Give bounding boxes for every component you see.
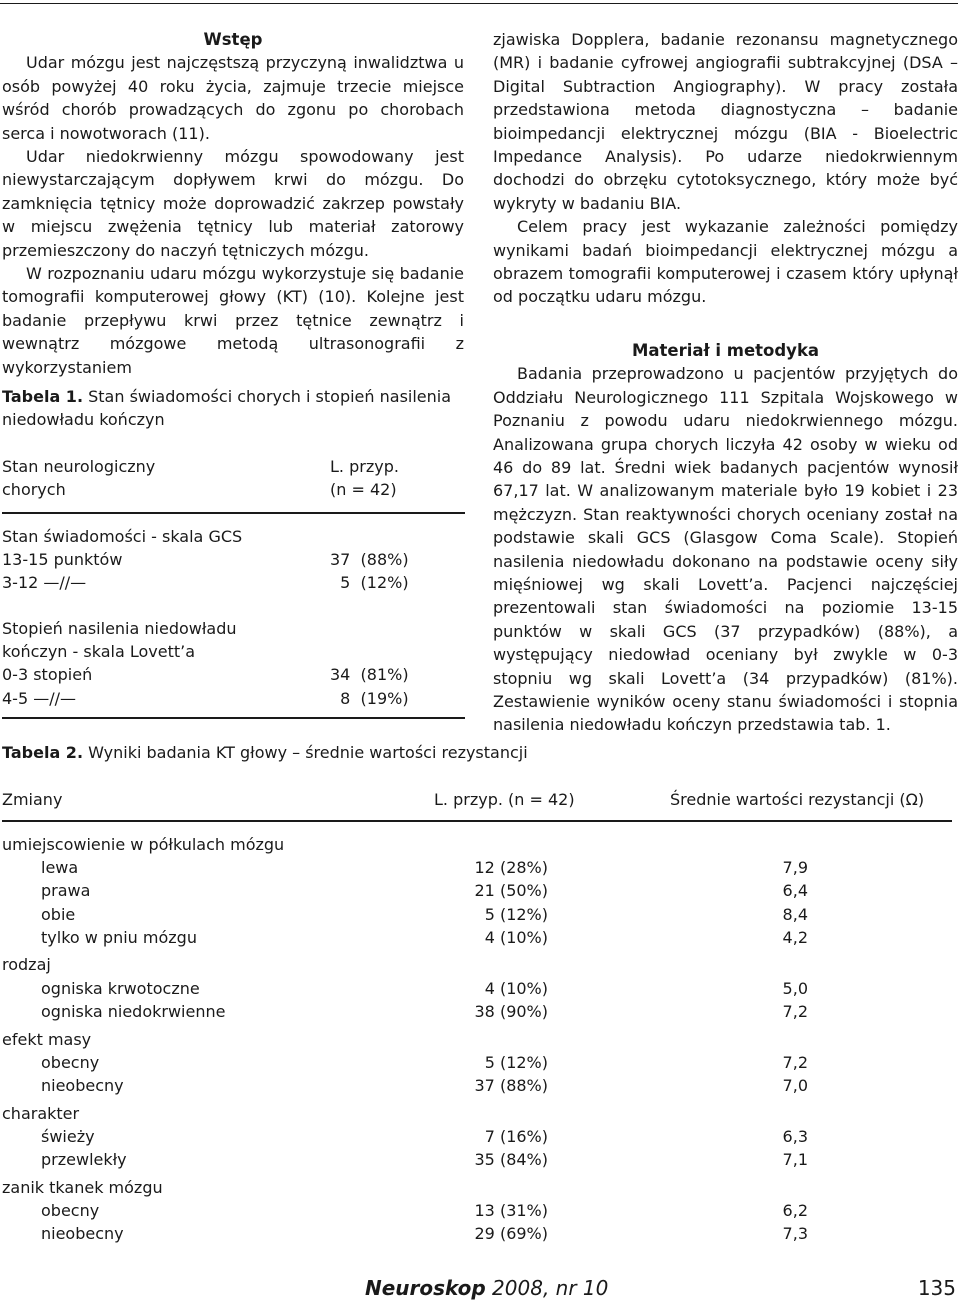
table1-cell-value: L. przyp. (330, 457, 399, 476)
table2-cell-label: obie (41, 904, 76, 924)
table1-cell-label: 4-5 —//— (2, 688, 76, 708)
paragraph: Badania przeprowadzono u pacjentów przyjętych do Oddziału Neurologicznego 111 Szpitala Wojskowego w Poznaniu z powodu udaru niedokrwiennego mózgu. Analizowana grupa chorych liczyła 42 osoby w wieku od 46 do 89 lat. Średni wiek badanych pacjentów wynosił 67,17 lat. W analizowanym materiale było 19 kobiet i 23 mężczyzn. Stan reaktywności chorych oceniany został na podstawie skali GCS (Glasgow Coma Scale). Stopień nasilenia niedowładu dokonano na podstawie oceny siły mięśniowej wg skali Lovett’a. Pacjenci najczęściej prezentowali stan świadomości na poziomie 13-15 punktów w skali GCS (37 przypadków) (88%), a występujący niedowład oceniany był zwykle w 0-3 stopniu wg skali Lovett’a (34 przypadków) (81%). Zestawienie wyników oceny stanu świadomości i stopnia nasilenia niedowładu kończyn przedstawia tab. 1. (493, 364, 958, 735)
table2-cell-count: 12 (28%) (474, 858, 548, 878)
table-row (2, 1074, 952, 1097)
table-row (2, 1176, 952, 1199)
table2-header-changes: Zmiany (2, 790, 63, 809)
table-row (2, 1125, 952, 1148)
table2-cell-resistance: 6,2 (782, 1200, 808, 1220)
table1-cell-label: Stan neurologiczny (2, 457, 156, 476)
table2-cell-label: zanik tkanek mózgu (2, 1177, 163, 1197)
table1-row (2, 455, 465, 478)
table2-rule-top (2, 820, 952, 822)
table-row (2, 856, 952, 879)
table2-caption (2, 741, 528, 764)
table1-rule-top (2, 512, 465, 514)
table2-cell-label: tylko w pniu mózgu (41, 927, 197, 947)
table2-cell-count: 4 (10%) (484, 978, 548, 998)
table2-cell-label: efekt masy (2, 1029, 92, 1049)
table2-cell-label: charakter (2, 1103, 80, 1123)
table2-body (2, 833, 952, 1245)
table1-row (2, 617, 465, 640)
table1-cell-label: Stan świadomości - skala GCS (2, 527, 243, 546)
table-row (2, 1000, 952, 1023)
table1-cell-label: 13-15 punktów (2, 550, 123, 570)
paragraph: Celem pracy jest wykazanie zależności pomiędzy wynikami badań bioimpedancji elektrycznej mózgu a obrazem tomografii komputerowej i czasem który upłynął od początku udaru mózgu. (493, 217, 958, 307)
section-heading-intro: Wstęp (203, 30, 263, 49)
table1-row (2, 663, 465, 686)
table1-cell-value: 37 (88%) (330, 550, 409, 570)
table1-cell-value: 8 (19%) (330, 688, 409, 708)
table-row (2, 1051, 952, 1074)
table1-cell-label: 3-12 —//— (2, 573, 87, 593)
table1-cell-value: (n = 42) (330, 480, 397, 500)
paragraph: W rozpoznaniu udaru mózgu wykorzystuje się badanie tomografii komputerowej głowy (KT) (10). Kolejne jest badanie przepływu krwi przez tętnice zewnątrz i wewnątrz mózgowe metodą ultrasonografii z wykorzystaniem (2, 264, 464, 377)
table1-caption (2, 385, 465, 432)
table2-cell-resistance: 7,2 (782, 1052, 808, 1072)
journal-name: Neuroskop (365, 1276, 486, 1300)
table1-row (2, 687, 465, 710)
table2-cell-count: 4 (10%) (484, 927, 548, 947)
table1-row (2, 548, 465, 571)
table2-cell-resistance: 7,9 (782, 858, 808, 878)
table2-cell-count: 38 (90%) (474, 1001, 548, 1021)
table2-cell-resistance: 6,4 (782, 881, 808, 901)
journal-issue: 2008, nr 10 (485, 1276, 609, 1300)
table2-cell-label: nieobecny (41, 1075, 124, 1095)
table2-cell-resistance: 7,3 (782, 1224, 808, 1243)
table2-caption-text: Wyniki badania KT głowy – średnie wartości rezystancji (83, 743, 528, 762)
table-row (2, 1222, 952, 1245)
table2-cell-resistance: 7,2 (782, 1001, 808, 1021)
table-row (2, 903, 952, 926)
table2-cell-count: 7 (16%) (484, 1126, 548, 1146)
page-footer (0, 1276, 960, 1304)
table1-cell-value: 5 (12%) (330, 573, 409, 593)
table1-cell-value: 34 (81%) (330, 665, 409, 685)
table-row (2, 1028, 952, 1051)
table2-cell-label: rodzaj (2, 955, 51, 975)
table1-group-consciousness (2, 525, 465, 595)
table2-cell-label: obecny (41, 1052, 100, 1072)
table-row (2, 833, 952, 856)
table1-rule-bottom (2, 717, 465, 719)
table1-row (2, 640, 465, 663)
table1-group-paresis (2, 617, 465, 710)
table2-cell-count: 13 (31%) (474, 1200, 548, 1220)
table1-row (2, 525, 465, 548)
table2-cell-label: prawa (41, 881, 91, 901)
table2-caption-label: Tabela 2. (2, 743, 84, 762)
table2-cell-resistance: 7,0 (782, 1075, 808, 1095)
table-row (2, 879, 952, 902)
table2-cell-label: przewlekły (41, 1149, 127, 1169)
table2-cell-resistance: 5,0 (782, 978, 808, 998)
table2-cell-label: ogniska krwotoczne (41, 978, 200, 998)
table-row (2, 1102, 952, 1125)
table2-cell-count: 21 (50%) (474, 881, 548, 901)
left-column (2, 28, 464, 379)
table1-header (2, 455, 465, 501)
table2-header-resistance: Średnie wartości rezystancji (Ω) (670, 790, 925, 809)
section-heading-methods: Materiał i metodyka (631, 340, 820, 360)
table2-cell-count: 29 (69%) (474, 1224, 548, 1243)
table1-caption-text: Stan świadomości chorych i stopień nasilenia niedowładu kończyn (2, 387, 452, 430)
table2-cell-label: ogniska niedokrwienne (41, 1001, 226, 1021)
paragraph: zjawiska Dopplera, badanie rezonansu magnetycznego (MR) i badanie cyfrowej angiografii subtrakcyjnej (DSA – Digital Subtraction Angiography). W pracy została przedstawiona metoda diagnostyczna – badanie bioimpedancji elektrycznej mózgu (BIA - Bioelectric Impedance Analysis). Po udarze niedokrwiennym dochodzi do obrzęku cytotoksycznego, który może być wykryty w badaniu BIA. (493, 30, 958, 213)
table2-cell-label: obecny (41, 1200, 100, 1220)
table1-cell-label: chorych (2, 480, 66, 500)
table-row (2, 953, 952, 976)
table2-cell-count: 35 (84%) (474, 1149, 548, 1169)
table2-cell-count: 5 (12%) (484, 1052, 548, 1072)
table1-cell-label: 0-3 stopień (2, 665, 93, 685)
table-row (2, 1199, 952, 1222)
table1-cell-label: Stopień nasilenia niedowładu (2, 619, 237, 638)
table2-cell-label: lewa (41, 858, 79, 878)
table-row (2, 977, 952, 1000)
paragraph: Udar niedokrwienny mózgu spowodowany jest niewystarczającym dopływem krwi do mózgu. Do zamknięcia tętnicy może doprowadzić zakrzep powstały w miejscu zwężenia tętnicy lub materiał zatorowy przemieszczony do naczyń tętniczych mózgu. (2, 147, 464, 260)
paragraph: Udar mózgu jest najczęstszą przyczyną inwalidztwa u osób powyżej 40 roku życia, zajmuje trzecie miejsce wśród chorób prowadzących do zgonu po chorobach serca i nowotworach (11). (2, 53, 464, 143)
table1-caption-label: Tabela 1. (2, 387, 84, 406)
table1-row (2, 478, 465, 501)
journal-citation (365, 1276, 608, 1300)
table-row (2, 1148, 952, 1171)
table2-cell-count: 5 (12%) (484, 904, 548, 924)
top-rule (0, 3, 958, 4)
right-column (493, 28, 958, 737)
table2-cell-label: nieobecny (41, 1224, 124, 1243)
table2-cell-resistance: 7,1 (782, 1149, 808, 1169)
page-number: 135 (917, 1276, 956, 1300)
table2-cell-label: świeży (41, 1126, 95, 1146)
table2-cell-label: umiejscowienie w półkulach mózgu (2, 835, 285, 854)
table1-row (2, 571, 465, 594)
table1-cell-label: kończyn - skala Lovett’a (2, 642, 196, 662)
table2-cell-resistance: 4,2 (782, 927, 808, 947)
table2-cell-resistance: 8,4 (782, 904, 808, 924)
table2-header-count: L. przyp. (n = 42) (434, 790, 575, 809)
table-row (2, 926, 952, 949)
table2-cell-resistance: 6,3 (782, 1126, 808, 1146)
table2-header (2, 788, 952, 811)
table2-cell-count: 37 (88%) (474, 1075, 548, 1095)
